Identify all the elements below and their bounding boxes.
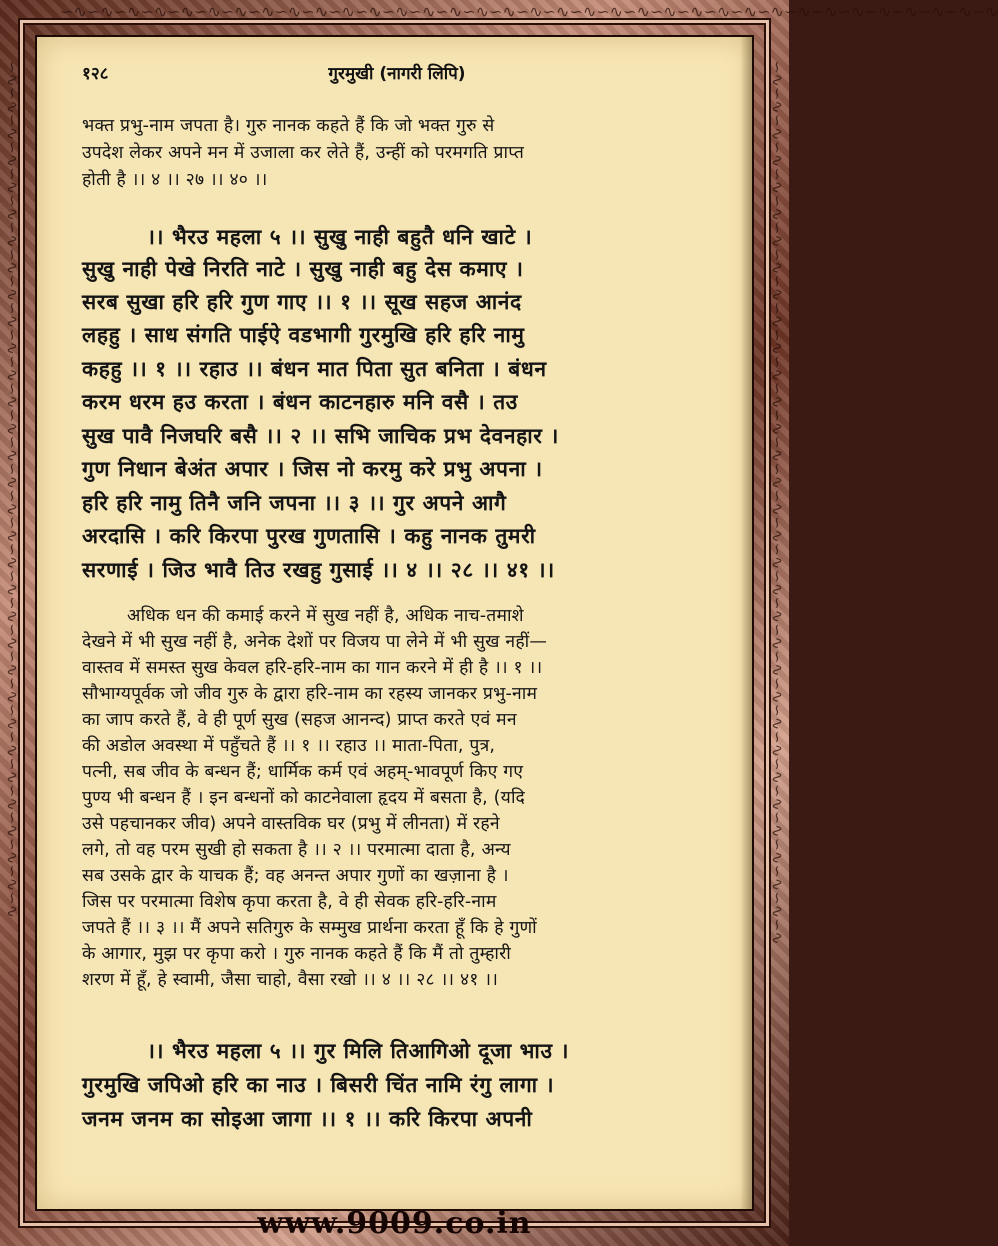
text-line: वास्तव में समस्त सुख केवल हरि-हरि-नाम का गान करने में ही है ।। १ ।। (82, 658, 543, 678)
text-line: पुण्य भी बन्धन हैं । इन बन्धनों को काटनेवाला हृदय में बसता है, (यदि (82, 788, 526, 808)
hymn-line: गुण निधान बेअंत अपार । जिस नो करमु करे प्रभु अपना । (82, 457, 543, 481)
hymn-line: सरणाई । जिउ भावै तिउ रखहु गुसाई ।। ४ ।। २८ ।। ४१ ।। (82, 558, 555, 582)
book-page (37, 37, 752, 1209)
text-line: का जाप करते हैं, वे ही पूर्ण सुख (सहज आनन्द) प्राप्त करते एवं मन (82, 710, 517, 730)
text-line: के आगार, मुझ पर कृपा करो । गुरु नानक कहते हैं कि मैं तो तुम्हारी (82, 944, 512, 964)
scroll-ornament-top-icon: ∽∿∽∿∽∿∽∿∽∿∽∿∽∿∽∿∽∿∽∿∽∿∽∿∽∿∽∿∽∿∽∿∽∿∽∿∽∿∽∿∽∿∽∿∽∿∽∿∽∿∽∿∽∿∽∿∽∿∽∿∽∿∽∿∽∿∽∿∽∿ (60, 2, 998, 21)
website-watermark: www.9009.co.in (257, 1206, 532, 1241)
book-title: गुरमुखी (नागरी लिपि) (328, 64, 466, 84)
hymn-line: सुख पावै निजघरि बसै ।। २ ।। सभि जाचिक प्रभ देवनहार । (82, 424, 559, 448)
text-line: उसे पहचानकर जीव) अपने वास्तविक घर (प्रभु में लीनता) में रहने (82, 814, 500, 834)
text-line: अधिक धन की कमाई करने में सुख नहीं है, अधिक नाच-तमाशे (127, 606, 524, 626)
hymn-line: लहहु । साध संगति पाईऐ वडभागी गुरमुखि हरि हरि नामु (82, 323, 525, 347)
text-line: की अडोल अवस्था में पहुँचते हैं ।। १ ।। रहाउ ।। माता-पिता, पुत्र, (82, 736, 496, 756)
text-line: पत्नी, सब जीव के बन्धन हैं; धार्मिक कर्म एवं अहम्-भावपूर्ण किए गए (82, 762, 524, 782)
text-line: होती है ।। ४ ।। २७ ।। ४० ।। (82, 170, 268, 190)
hymn-line: हरि हरि नामु तिनै जनि जपना ।। ३ ।। गुर अपने आगै (82, 491, 507, 515)
hymn-line: सरब सुखा हरि हरि गुण गाए ।। १ ।। सूख सहज आनंद (82, 290, 522, 314)
scroll-ornament-right-icon: ∽∿∽∿∽∿∽∿∽∿∽∿∽∿∽∿∽∿∽∿∽∿∽∿∽∿∽∿∽∿∽∿∽∿∽∿∽∿∽∿∽∿∽∿∽∿∽∿∽∿∽∿∽∿∽∿∽∿∽∿∽∿∽∿∽∿ (768, 60, 787, 945)
text-line: शरण में हूँ, हे स्वामी, जैसा चाहो, वैसा रखो ।। ४ ।। २८ ।। ४१ ।। (82, 970, 499, 990)
hymn-line: जनम जनम का सोइआ जागा ।। १ ।। करि किरपा अपनी (82, 1107, 533, 1131)
text-line: भक्त प्रभु-नाम जपता है। गुरु नानक कहते हैं कि जो भक्त गुरु से (82, 116, 495, 136)
hymn-line: अरदासि । करि किरपा पुरख गुणतासि । कहु नानक तुमरी (82, 524, 536, 548)
hymn-line: सुखु नाही पेखे निरति नाटे । सुखु नाही बहु देस कमाए । (82, 257, 524, 281)
hymn-line: कहहु ।। १ ।। रहाउ ।। बंधन मात पिता सुत बनिता । बंधन (82, 357, 547, 381)
text-line: उपदेश लेकर अपने मन में उजाला कर लेते हैं, उन्हीं को परमगति प्राप्त (82, 143, 524, 163)
text-line: सौभाग्यपूर्वक जो जीव गुरु के द्वारा हरि-नाम का रहस्य जानकर प्रभु-नाम (82, 684, 538, 704)
text-line: लगे, तो वह परम सुखी हो सकता है ।। २ ।। परमात्मा दाता है, अन्य (82, 840, 511, 860)
text-line: जपते हैं ।। ३ ।। मैं अपने सतिगुरु के सम्मुख प्रार्थना करता हूँ कि हे गुणों (82, 918, 537, 938)
text-line: जिस पर परमात्मा विशेष कृपा करता है, वे ही सेवक हरि-हरि-नाम (82, 892, 497, 912)
page-edge-shadow (740, 37, 752, 1209)
scroll-ornament-left-icon: ∽∿∽∿∽∿∽∿∽∿∽∿∽∿∽∿∽∿∽∿∽∿∽∿∽∿∽∿∽∿∽∿∽∿∽∿∽∿∽∿∽∿∽∿∽∿∽∿∽∿∽∿∽∿∽∿∽∿∽∿∽∿∽∿ (3, 60, 22, 918)
text-line: देखने में भी सुख नहीं है, अनेक देशों पर विजय पा लेने में भी सुख नहीं— (82, 632, 548, 652)
text-line: सब उसके द्वार के याचक हैं; वह अनन्त अपार गुणों का खज़ाना है । (82, 866, 509, 886)
hymn-line: गुरमुखि जपिओ हरि का नाउ । बिसरी चिंत नामि रंगु लागा । (82, 1073, 555, 1097)
hymn-line: ।। भैरउ महला ५ ।। सुखु नाही बहुतै धनि खाटे । (147, 225, 533, 249)
page-header (82, 61, 712, 89)
page-number: १२८ (82, 64, 109, 84)
hymn-line: ।। भैरउ महला ५ ।। गुर मिलि तिआगिओ दूजा भाउ । (147, 1039, 570, 1063)
hymn-line: करम धरम हउ करता । बंधन काटनहारु मनि वसै । तउ (82, 390, 518, 414)
